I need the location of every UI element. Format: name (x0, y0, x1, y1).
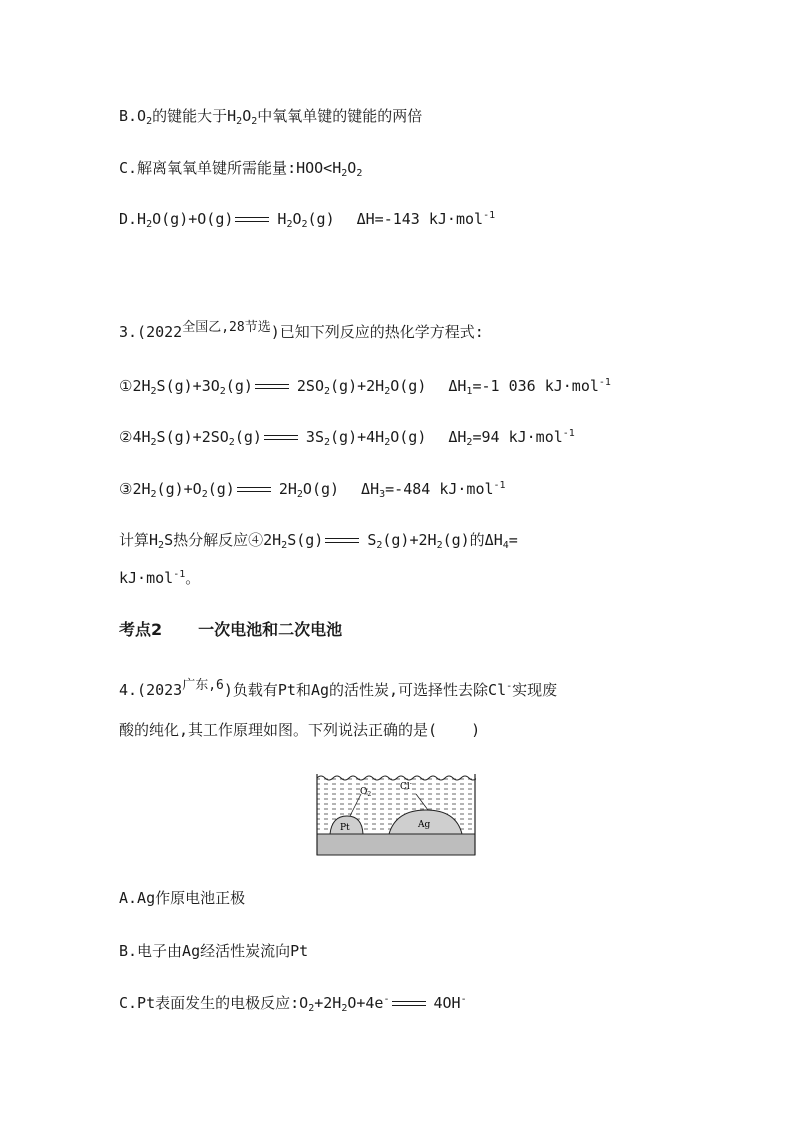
equilibrium-sign (264, 433, 298, 443)
reaction-2: $②4H_2S(g)+2SO_2(g)$ $3S_2(g)+4H_2O(g)$ $\Delta H_2=94$ kJ·mol$^{-1}$ (119, 428, 575, 448)
q4-option-b: B.电子由Ag经活性炭流向Pt (119, 942, 309, 960)
option-d: $D.H_2O(g)+O(g)$ $H_2O_2(g)$ ΔH=-143 kJ·mol$^{-1}$ (119, 210, 496, 230)
equilibrium-sign (392, 999, 426, 1009)
q4-option-c: C.Pt表面发生的电极反应$:O_2+2H_2O+4e^-$ 4OH- (119, 994, 467, 1014)
pt-label: Pt (340, 823, 350, 833)
question-3: $3.(2022^{全国乙,28节选})$已知下列反应的热化学方程式: (119, 320, 484, 341)
reaction-1: $①2H_2S(g)+3O_2(g)$ $2SO_2(g)+2H_2O(g)$ $\Delta H_1=-1$ 036 kJ·mol$^{-1}$ (119, 377, 611, 397)
option-c: C.解离氧氧单键所需能量$:HOO<H_2O_2$ (119, 159, 363, 179)
section-heading: 考点2 一次电池和二次电池 (119, 620, 343, 639)
equilibrium-sign (325, 536, 359, 546)
cl-label: Cl- (400, 780, 412, 792)
electrode-diagram (316, 772, 476, 856)
equilibrium-sign (255, 382, 289, 392)
ag-label: Ag (418, 820, 431, 830)
option-b: $B.O_2$的键能大于$H_2O_2$中氧氧单键的键能的两倍 (119, 107, 423, 127)
o2-label: $O_2$ (360, 787, 372, 798)
reaction-3: $③2H_2(g)+O_2(g)$ $2H_2O(g)$ $\Delta H_3=-484$ kJ·mol$^{-1}$ (119, 480, 506, 500)
q4-option-a: A.Ag作原电池正极 (119, 889, 246, 907)
equilibrium-sign (235, 215, 269, 225)
calc-line-1: 计算$H_2S$热分解反应$④2H_2S(g)$ $S_2(g)+2H_2(g)$的$\Delta H_4=$ (119, 531, 518, 551)
calc-line-2: kJ·mol$^{-1}$。 (119, 569, 201, 587)
question-4-line-2: 酸的纯化,其工作原理如图。下列说法正确的是( ) (119, 721, 481, 739)
activated-carbon-base (317, 834, 475, 855)
question-4-line-1: $4.(2023^{广东,6})$负载有Pt和Ag的活性炭,可选择性去除Cl-实现废 (119, 678, 558, 699)
equilibrium-sign (237, 485, 271, 495)
